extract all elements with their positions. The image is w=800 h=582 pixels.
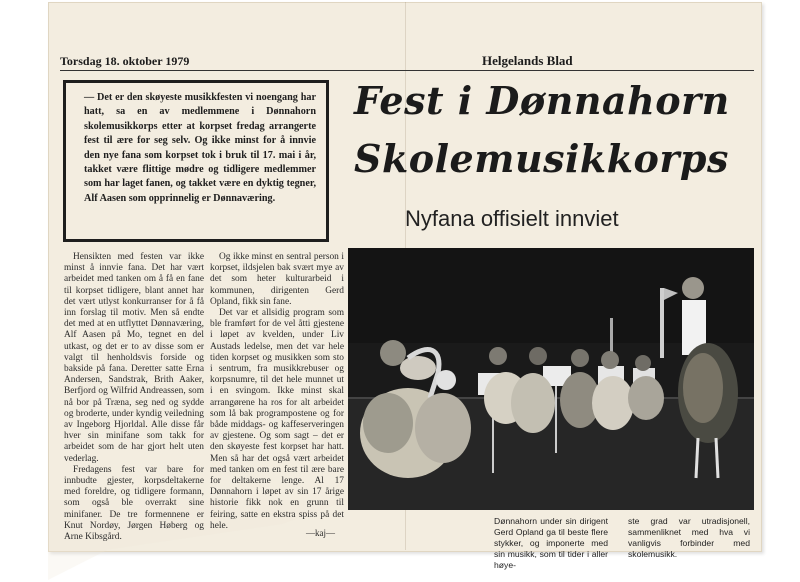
article-column-2: [210, 252, 344, 532]
paragraph: Fredagens fest var bare for innbudte gjester, korpsdeltakerne med foreldre, og tidligere formann, som også ble overrakt sine minifaner. De tre formennene er Knut Nordøy, Jørgen Høberg og Arne Kibsgård.: [64, 464, 204, 543]
headline-line-2: Skolemusikkorps: [354, 136, 729, 181]
header-rule: [60, 70, 754, 71]
paragraph: Det var et allsidig program som ble framført for de vel åtti gjestene i løpet av kvelden, under Liv Austads ledelse, men det var hele tiden korpset og musikken som sto i sentrum, fra musikkrebuser og korpsnumre, til det hele munnet ut i en svingom. Ikke minst skal arrangørene ha ros for alt arbeidet som lå bak programpostene og for både middags- og kaffeserveringen av gjestene. Og som sagt – det er den skøyeste fest korpset har hatt. Men så har det også vært arbeidet med tanken om en fest til ære bare for deltakerne lenge. Al 17 Dønnahorn i løpet av sin 17 årige historie fikk nok en grunn til feiring, satte en ekstra spiss på det hele.: [210, 308, 344, 531]
lead-text: — Det er den skøyeste musikkfesten vi noengang har hatt, sa en av medlemmene i Dønnahorn skolemusikkorps etter at korpset fredag arrangerte fest til ære for seg selv. Og ikke minst for å innvie den nye fana som korpset tok i bruk til 17. mai i år, takket være flittige mødre og tidligere medlemmer som har laget fanen, og takket være en dyktig tegner, Alf Aasen som opprinnelig er Dønnaværing.: [84, 92, 316, 204]
issue-date: Torsdag 18. oktober 1979: [60, 54, 190, 68]
author-signature: —kaj—: [306, 528, 335, 538]
paragraph: Hensikten med festen var ikke minst å innvie fana. Det har vært arbeidet med tanken om å få en fane til korpset tidligere, blant annet har det vært utlyst konkurranser for å få inn forslag til motiv. Men så endte det med at en utflyttet Dønnaværing, Alf Aasen på Mo, tegnet en del utkast, og det er to av disse som er valgt til henholdsvis forside og bakside på fana. Deretter satte Erna Andersen, Sandstrak, Brith Aaker, Berfjord og Wilfrid Andreassen, som nå bor på Træna, seg ned og sydde og broderte, under kyndig veiledning av Ingeborg Hjorldal. Alle disse får hver sin minifane som takk for arbeidet som de har gjort helt uten vederlag.: [64, 252, 204, 464]
headline-line-1: Fest i Dønnahorn: [354, 78, 730, 123]
photo-caption-part-2: ste grad var utradisjonell, sammenliknet med hva vi vanligvis forbinder med skolemusikk.: [628, 516, 750, 559]
subheadline: Nyfana offisielt innviet: [405, 206, 619, 231]
band-photo-illustration: [348, 248, 754, 510]
band-photo: [348, 248, 754, 510]
photo-caption-part-1: Dønnahorn under sin dirigent Gerd Opland ga til beste flere stykker, og imponerte med sin musikk, som til tider i aller høye-: [494, 516, 608, 570]
paragraph: Og ikke minst en sentral person i korpset, ildsjelen bak svært mye av det som heter kulturarbeid i kommunen, dirigenten Gerd Opland, fikk sin fane.: [210, 252, 344, 307]
lead-quote-box: [63, 80, 329, 242]
article-column-1: [64, 252, 204, 543]
newspaper-name: Helgelands Blad: [482, 53, 573, 68]
